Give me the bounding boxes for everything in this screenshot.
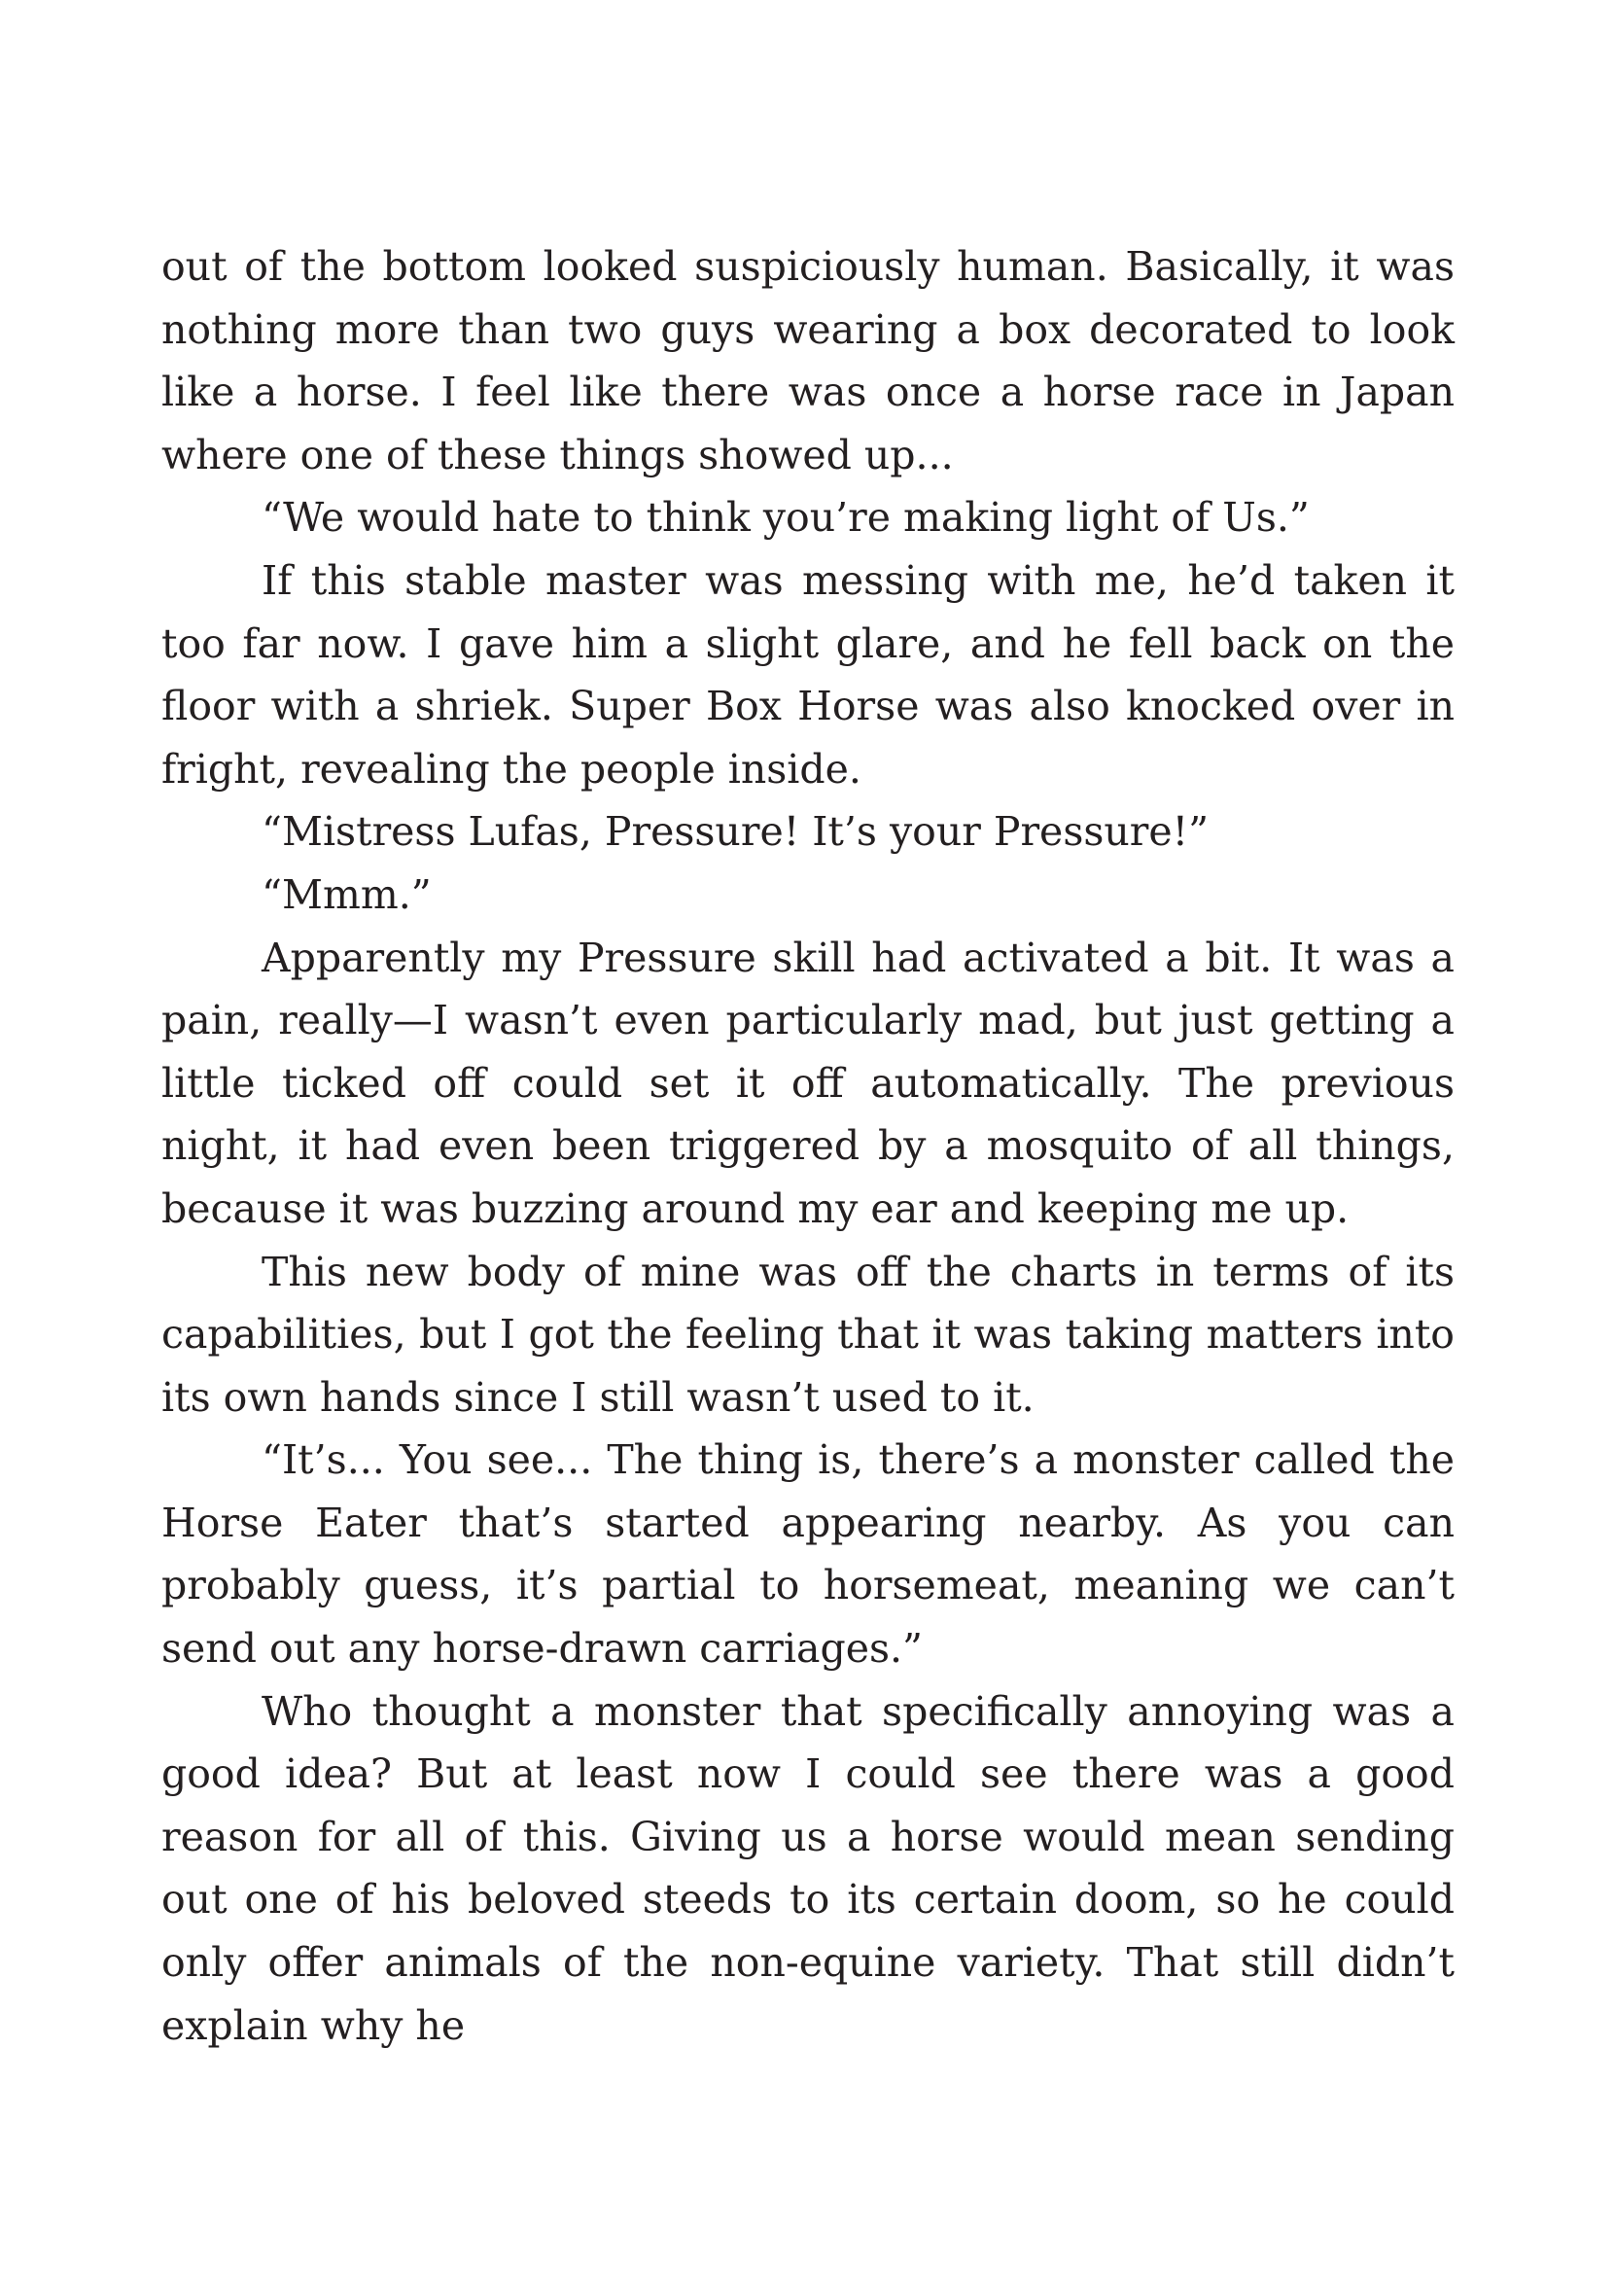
paragraph: “We would hate to think you’re making light of Us.”: [262, 494, 1310, 542]
page-body: [161, 235, 1455, 2057]
paragraph: “Mistress Lufas, Pressure! It’s your Pressure!”: [262, 808, 1210, 856]
paragraph: Who thought a monster that specifically annoying was a good idea? But at least now I could see there was a good reason for all of this. Giving us a horse would mean sending out one of his beloved steeds to its certain doom, so he could only offer animals of the non-equine variety. That still didn’t explain why he: [161, 1687, 1455, 2049]
paragraph: If this stable master was messing with me, he’d taken it too far now. I gave him a slight glare, and he fell back on the floor with a shriek. Super Box Horse was also knocked over in fright, revealing the people inside.: [161, 556, 1455, 793]
paragraph: This new body of mine was off the charts in terms of its capabilities, but I got the feeling that it was taking matters into its own hands since I still wasn’t used to it.: [161, 1248, 1455, 1421]
paragraph: Apparently my Pressure skill had activated a bit. It was a pain, really—I wasn’t even particularly mad, but just getting a little ticked off could set it off automatically. The previous night, it had even been triggered by a mosquito of all things, because it was buzzing around my ear and keeping me up.: [161, 934, 1455, 1232]
paragraph: “It’s... You see... The thing is, there’s a monster called the Horse Eater that’s started appearing nearby. As you can probably guess, it’s partial to horsemeat, meaning we can’t send out any horse-drawn carriages.”: [161, 1436, 1455, 1673]
paragraph: “Mmm.”: [262, 870, 432, 918]
paragraph: out of the bottom looked suspiciously human. Basically, it was nothing more than two guys wearing a box decorated to look like a horse. I feel like there was once a horse race in Japan where one of these things showed up...: [161, 243, 1455, 478]
